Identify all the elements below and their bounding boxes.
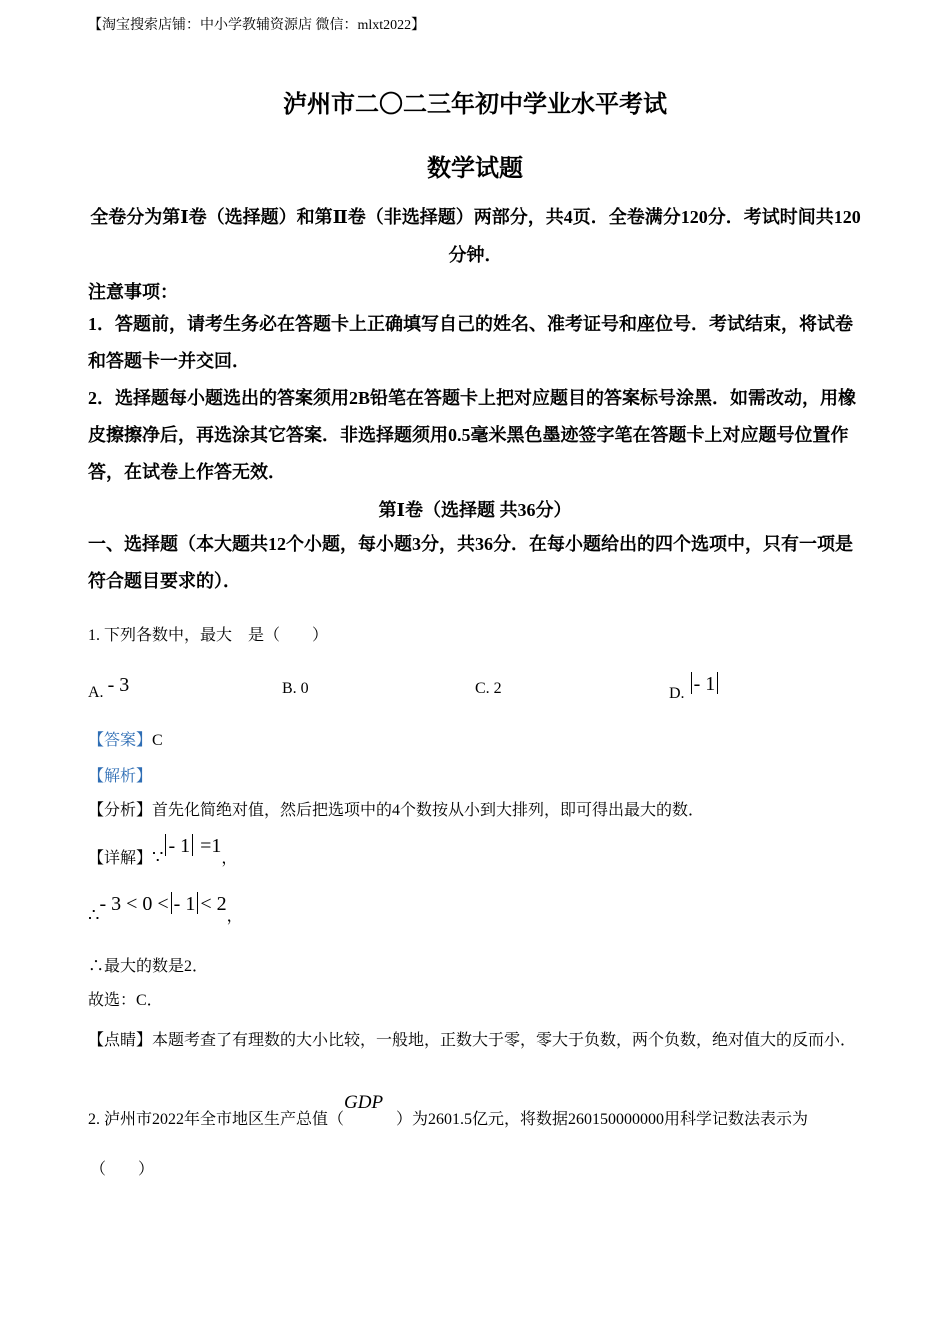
because-symbol: ∵ <box>152 847 164 867</box>
conclusion-line: ∴最大的数是2． <box>88 958 209 975</box>
question-2-stem <box>88 1092 809 1129</box>
option-d <box>669 673 720 704</box>
option-d-value: - 1 <box>693 673 716 695</box>
eq1-inner: - 1 <box>168 835 191 857</box>
section1-instructions: 一、选择题（本大题共12个小题，每小题3分，共36分．在每小题给出的四个选项中，只有一项是符合题目要求的）． <box>88 534 853 591</box>
gdp-term <box>344 1092 396 1129</box>
comma: ， <box>226 908 243 925</box>
dianjing-text: 【点睛】本题考查了有理数的大小比较，一般地，正数大于零，零大于负数，两个负数，绝对值大的反而小． <box>88 1032 857 1049</box>
notice-item-1: 1．答题前，请考生务必在答题卡上正确填写自己的姓名、准考证号和座位号．考试结束，将试卷和答题卡一并交回． <box>88 314 853 371</box>
watermark-text: 【淘宝搜索店铺：中小学教辅资源店 微信：mlxt2022】 <box>88 18 426 33</box>
analysis-tag: 【解析】 <box>88 768 153 785</box>
option-a <box>88 674 130 703</box>
option-c: C. 2 <box>475 680 502 697</box>
detail-line <box>88 834 238 867</box>
ineq-left: - 3 < 0 < <box>99 893 169 915</box>
option-a-label: A. <box>88 684 104 701</box>
q2-answer-paren: （ ） <box>90 1161 155 1178</box>
page-title: 泸州市二〇二三年初中学业水平考试 <box>283 92 667 118</box>
exam-intro: 全卷分为第Ⅰ卷（选择题）和第Ⅱ卷（非选择题）两部分，共4页．全卷满分120分．考试时间共120分钟． <box>90 207 861 265</box>
gdp-text: GDP <box>344 1092 384 1113</box>
inequality-line <box>88 892 243 925</box>
option-b: B. 0 <box>282 680 309 697</box>
q2-stem-b: ）为2601.5亿元，将数据260150000000用科学记数法表示为 <box>396 1111 809 1128</box>
option-a-value: - 3 <box>107 674 130 696</box>
part1-heading: 第Ⅰ卷（选择题 共36分） <box>378 500 572 520</box>
equation-1 <box>163 835 221 857</box>
therefore-symbol: ∴ <box>88 905 100 925</box>
option-d-label: D. <box>669 685 685 702</box>
ineq-right: < 2 <box>200 893 227 915</box>
answer-line <box>88 727 163 750</box>
choice-line: 故选：C． <box>88 992 163 1009</box>
q2-stem-a: 2. 泸州市2022年全市地区生产总值（ <box>88 1111 345 1128</box>
page-subtitle: 数学试题 <box>427 156 523 182</box>
answer-value: C <box>152 732 163 749</box>
notice-item-2: 2．选择题每小题选出的答案须用2B铅笔在答题卡上把对应题目的答案标号涂黑．如需改动，用橡皮擦擦净后，再选涂其它答案．非选择题须用0.5毫米黑色墨迹签字笔在答题卡上对应题号位置作答，在试卷上作答无效． <box>88 388 857 482</box>
question-1-stem: 1. 下列各数中，最大 是（ ） <box>88 627 329 644</box>
answer-tag: 【答案】 <box>88 732 153 749</box>
analysis-text: 【分析】首先化简绝对值，然后把选项中的4个数按从小到大排列，即可得出最大的数． <box>88 802 705 819</box>
comma: ， <box>221 850 238 867</box>
detail-tag: 【详解】 <box>88 850 153 867</box>
option-d-abs <box>689 673 721 695</box>
notice-heading: 注意事项： <box>88 282 178 302</box>
inequality <box>99 893 226 915</box>
ineq-inner: - 1 <box>173 893 196 915</box>
eq1-rest: =1 <box>200 835 222 857</box>
